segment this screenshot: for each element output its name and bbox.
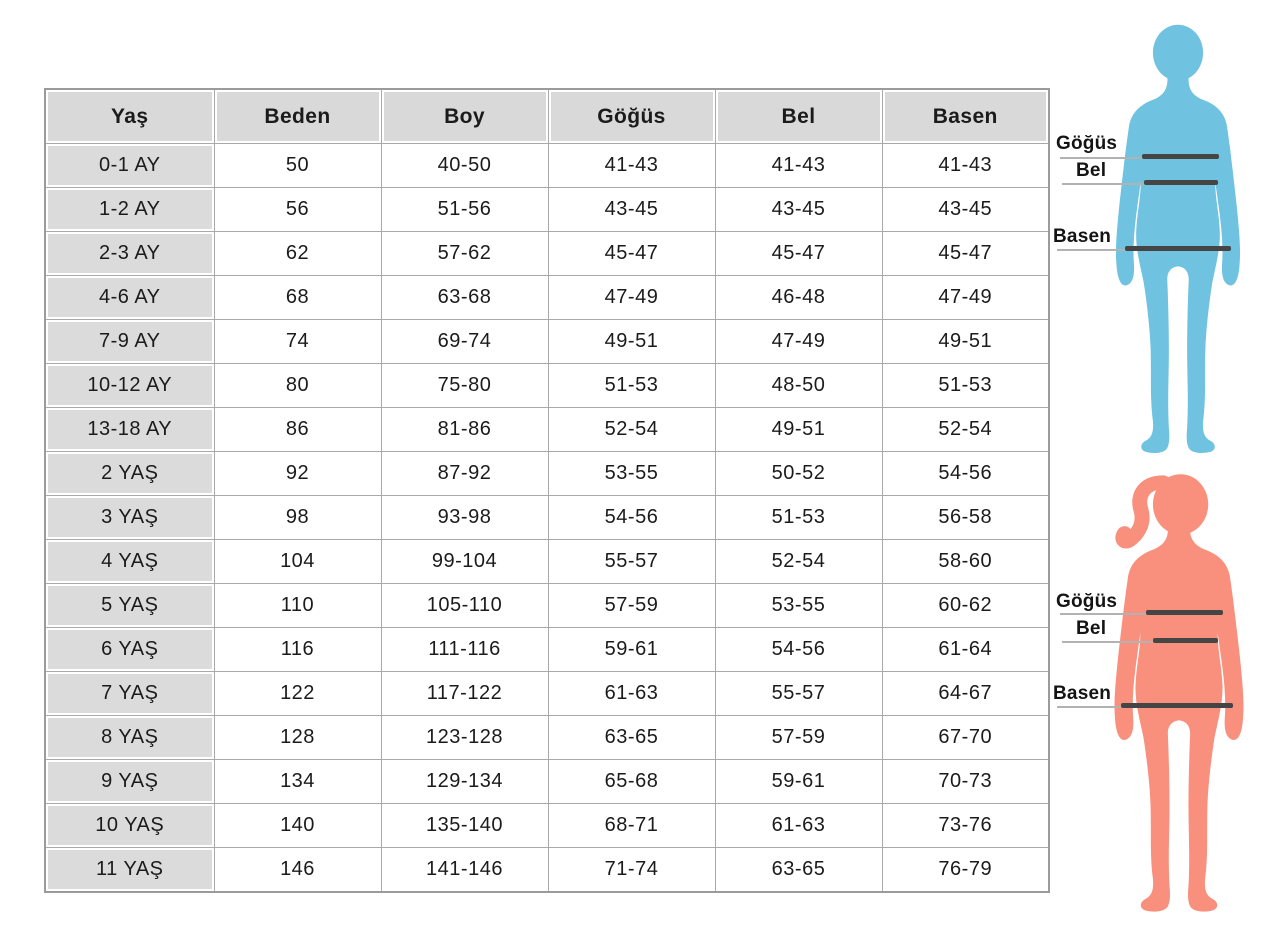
value-cell: 61-63 bbox=[548, 672, 715, 716]
value-cell: 61-63 bbox=[715, 804, 882, 848]
value-cell: 116 bbox=[214, 628, 381, 672]
value-cell: 93-98 bbox=[381, 496, 548, 540]
value-cell: 57-59 bbox=[715, 716, 882, 760]
value-cell: 43-45 bbox=[548, 188, 715, 232]
baby-hip-measure-line bbox=[1125, 246, 1231, 251]
value-cell: 74 bbox=[214, 320, 381, 364]
baby-waist-leader-line bbox=[1062, 183, 1148, 185]
age-cell: 9 YAŞ bbox=[45, 760, 214, 804]
value-cell: 45-47 bbox=[548, 232, 715, 276]
size-table bbox=[44, 88, 1050, 893]
value-cell: 40-50 bbox=[381, 144, 548, 188]
value-cell: 62 bbox=[214, 232, 381, 276]
value-cell: 63-65 bbox=[715, 848, 882, 893]
value-cell: 41-43 bbox=[548, 144, 715, 188]
value-cell: 47-49 bbox=[882, 276, 1049, 320]
value-cell: 51-53 bbox=[882, 364, 1049, 408]
baby-body-path bbox=[1116, 74, 1240, 453]
value-cell: 80 bbox=[214, 364, 381, 408]
value-cell: 63-65 bbox=[548, 716, 715, 760]
table-row bbox=[45, 804, 1049, 848]
age-cell: 10-12 AY bbox=[45, 364, 214, 408]
age-cell: 13-18 AY bbox=[45, 408, 214, 452]
value-cell: 76-79 bbox=[882, 848, 1049, 893]
value-cell: 70-73 bbox=[882, 760, 1049, 804]
value-cell: 56-58 bbox=[882, 496, 1049, 540]
age-cell: 11 YAŞ bbox=[45, 848, 214, 893]
value-cell: 61-64 bbox=[882, 628, 1049, 672]
value-cell: 65-68 bbox=[548, 760, 715, 804]
table-row bbox=[45, 496, 1049, 540]
age-cell: 4 YAŞ bbox=[45, 540, 214, 584]
value-cell: 75-80 bbox=[381, 364, 548, 408]
value-cell: 104 bbox=[214, 540, 381, 584]
value-cell: 57-59 bbox=[548, 584, 715, 628]
value-cell: 46-48 bbox=[715, 276, 882, 320]
value-cell: 123-128 bbox=[381, 716, 548, 760]
value-cell: 99-104 bbox=[381, 540, 548, 584]
age-cell: 2 YAŞ bbox=[45, 452, 214, 496]
value-cell: 48-50 bbox=[715, 364, 882, 408]
girl-hip-label: Basen bbox=[1053, 683, 1112, 704]
age-cell: 7 YAŞ bbox=[45, 672, 214, 716]
value-cell: 45-47 bbox=[715, 232, 882, 276]
value-cell: 52-54 bbox=[548, 408, 715, 452]
value-cell: 54-56 bbox=[548, 496, 715, 540]
baby-chest-leader-line bbox=[1060, 157, 1148, 159]
baby-waist-measure-line bbox=[1144, 180, 1218, 185]
table-row bbox=[45, 760, 1049, 804]
value-cell: 135-140 bbox=[381, 804, 548, 848]
value-cell: 71-74 bbox=[548, 848, 715, 893]
table-row bbox=[45, 540, 1049, 584]
value-cell: 128 bbox=[214, 716, 381, 760]
age-cell: 4-6 AY bbox=[45, 276, 214, 320]
value-cell: 43-45 bbox=[882, 188, 1049, 232]
age-cell: 7-9 AY bbox=[45, 320, 214, 364]
girl-chest-leader-line bbox=[1060, 613, 1150, 615]
value-cell: 134 bbox=[214, 760, 381, 804]
value-cell: 86 bbox=[214, 408, 381, 452]
value-cell: 54-56 bbox=[882, 452, 1049, 496]
value-cell: 87-92 bbox=[381, 452, 548, 496]
value-cell: 69-74 bbox=[381, 320, 548, 364]
value-cell: 110 bbox=[214, 584, 381, 628]
column-header-age: Yaş bbox=[45, 89, 214, 144]
age-cell: 1-2 AY bbox=[45, 188, 214, 232]
baby-hip-label: Basen bbox=[1053, 226, 1112, 247]
table-row bbox=[45, 188, 1049, 232]
value-cell: 51-53 bbox=[548, 364, 715, 408]
value-cell: 98 bbox=[214, 496, 381, 540]
value-cell: 111-116 bbox=[381, 628, 548, 672]
value-cell: 52-54 bbox=[882, 408, 1049, 452]
age-cell: 10 YAŞ bbox=[45, 804, 214, 848]
table-row bbox=[45, 144, 1049, 188]
table-row bbox=[45, 672, 1049, 716]
baby-chest-label: Göğüs bbox=[1056, 133, 1118, 154]
value-cell: 43-45 bbox=[715, 188, 882, 232]
value-cell: 129-134 bbox=[381, 760, 548, 804]
value-cell: 45-47 bbox=[882, 232, 1049, 276]
age-cell: 5 YAŞ bbox=[45, 584, 214, 628]
value-cell: 122 bbox=[214, 672, 381, 716]
column-header-waist: Bel bbox=[715, 89, 882, 144]
value-cell: 59-61 bbox=[548, 628, 715, 672]
age-cell: 0-1 AY bbox=[45, 144, 214, 188]
value-cell: 146 bbox=[214, 848, 381, 893]
value-cell: 49-51 bbox=[715, 408, 882, 452]
column-header-chest: Göğüs bbox=[548, 89, 715, 144]
value-cell: 59-61 bbox=[715, 760, 882, 804]
value-cell: 47-49 bbox=[715, 320, 882, 364]
value-cell: 47-49 bbox=[548, 276, 715, 320]
value-cell: 51-53 bbox=[715, 496, 882, 540]
age-cell: 6 YAŞ bbox=[45, 628, 214, 672]
girl-waist-leader-line bbox=[1062, 641, 1157, 643]
table-row bbox=[45, 628, 1049, 672]
value-cell: 67-70 bbox=[882, 716, 1049, 760]
baby-chest-measure-line bbox=[1142, 154, 1219, 159]
table-row bbox=[45, 716, 1049, 760]
value-cell: 49-51 bbox=[882, 320, 1049, 364]
value-cell: 81-86 bbox=[381, 408, 548, 452]
age-cell: 2-3 AY bbox=[45, 232, 214, 276]
value-cell: 60-62 bbox=[882, 584, 1049, 628]
column-header-height: Boy bbox=[381, 89, 548, 144]
value-cell: 55-57 bbox=[548, 540, 715, 584]
value-cell: 64-67 bbox=[882, 672, 1049, 716]
header-row bbox=[45, 89, 1049, 144]
value-cell: 49-51 bbox=[548, 320, 715, 364]
value-cell: 105-110 bbox=[381, 584, 548, 628]
girl-silhouette bbox=[1100, 472, 1258, 929]
value-cell: 54-56 bbox=[715, 628, 882, 672]
value-cell: 68-71 bbox=[548, 804, 715, 848]
value-cell: 41-43 bbox=[882, 144, 1049, 188]
column-header-hip: Basen bbox=[882, 89, 1049, 144]
column-header-size: Beden bbox=[214, 89, 381, 144]
table-row bbox=[45, 584, 1049, 628]
value-cell: 57-62 bbox=[381, 232, 548, 276]
size-table-body bbox=[45, 144, 1049, 893]
girl-chest-label: Göğüs bbox=[1056, 591, 1118, 612]
value-cell: 52-54 bbox=[715, 540, 882, 584]
girl-waist-measure-line bbox=[1153, 638, 1218, 643]
value-cell: 140 bbox=[214, 804, 381, 848]
value-cell: 50 bbox=[214, 144, 381, 188]
girl-waist-label: Bel bbox=[1076, 618, 1107, 639]
table-row bbox=[45, 364, 1049, 408]
value-cell: 117-122 bbox=[381, 672, 548, 716]
baby-hip-leader-line bbox=[1057, 249, 1127, 251]
table-row bbox=[45, 452, 1049, 496]
value-cell: 92 bbox=[214, 452, 381, 496]
girl-hip-measure-line bbox=[1121, 703, 1233, 708]
value-cell: 68 bbox=[214, 276, 381, 320]
value-cell: 51-56 bbox=[381, 188, 548, 232]
girl-hip-leader-line bbox=[1057, 706, 1123, 708]
value-cell: 58-60 bbox=[882, 540, 1049, 584]
baby-waist-label: Bel bbox=[1076, 160, 1107, 181]
value-cell: 141-146 bbox=[381, 848, 548, 893]
value-cell: 56 bbox=[214, 188, 381, 232]
value-cell: 63-68 bbox=[381, 276, 548, 320]
table-row bbox=[45, 276, 1049, 320]
girl-body-path bbox=[1114, 523, 1243, 911]
table-row bbox=[45, 232, 1049, 276]
table-row bbox=[45, 320, 1049, 364]
value-cell: 50-52 bbox=[715, 452, 882, 496]
table-row bbox=[45, 408, 1049, 452]
value-cell: 41-43 bbox=[715, 144, 882, 188]
age-cell: 8 YAŞ bbox=[45, 716, 214, 760]
baby-head bbox=[1153, 25, 1203, 81]
value-cell: 53-55 bbox=[715, 584, 882, 628]
girl-chest-measure-line bbox=[1146, 610, 1223, 615]
value-cell: 55-57 bbox=[715, 672, 882, 716]
value-cell: 73-76 bbox=[882, 804, 1049, 848]
value-cell: 53-55 bbox=[548, 452, 715, 496]
table-row bbox=[45, 848, 1049, 893]
age-cell: 3 YAŞ bbox=[45, 496, 214, 540]
